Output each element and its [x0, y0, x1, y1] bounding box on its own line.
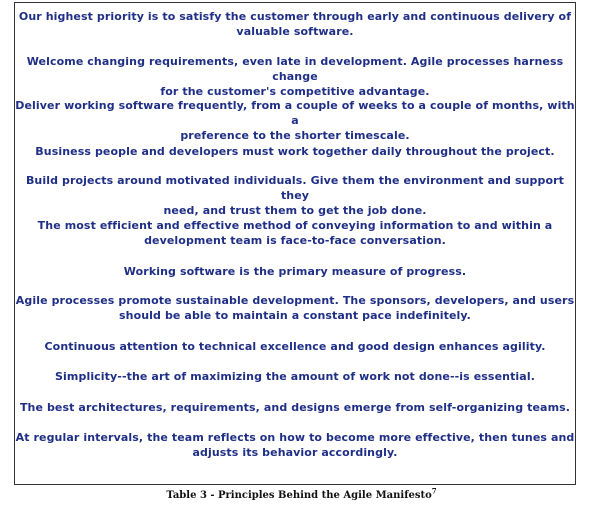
principle-4 [15, 144, 575, 159]
principle-10-line-1: Simplicity--the art of maximizing the amount of work not done--is essential. [55, 370, 535, 383]
principle-5-line-1: Build projects around motivated individuals. Give them the environment and support they [25, 174, 565, 202]
principle-8 [15, 293, 575, 323]
principle-11-line-1: The best architectures, requirements, and designs emerge from self-organizing teams. [19, 401, 571, 414]
principle-12 [15, 430, 575, 460]
principle-12-line-2: adjusts its behavior accordingly. [192, 446, 398, 459]
principle-1 [15, 9, 575, 39]
principle-1-line-2: valuable software. [236, 25, 354, 38]
principle-12-line-1: At regular intervals, the team reflects on how to become more effective, then tunes and [15, 431, 575, 444]
footnote-marker: 7 [431, 486, 437, 496]
table-caption-text: Table 3 - Principles Behind the Agile Manifesto [166, 490, 432, 501]
principle-2-line-2: for the customer's competitive advantage. [160, 85, 430, 98]
principle-6-line-1: The most efficient and effective method of conveying information to and within a [37, 219, 553, 232]
principle-8-line-1: Agile processes promote sustainable development. The sponsors, developers, and users [15, 294, 575, 307]
principle-6-line-2: development team is face-to-face conversation. [144, 234, 446, 247]
principle-9-line-1: Continuous attention to technical excellence and good design enhances agility. [44, 340, 546, 353]
principle-11 [15, 400, 575, 415]
principle-7-line-1: Working software is the primary measure of progress. [123, 265, 467, 278]
principle-5 [15, 173, 575, 218]
principles-table [14, 2, 576, 485]
principle-3-line-2: preference to the shorter timescale. [180, 129, 410, 142]
principle-9 [15, 339, 575, 354]
principle-1-line-1: Our highest priority is to satisfy the customer through early and continuous delivery of [18, 10, 572, 23]
principle-2 [15, 54, 575, 99]
principle-5-line-2: need, and trust them to get the job done. [163, 204, 427, 217]
principle-8-line-2: should be able to maintain a constant pace indefinitely. [119, 309, 471, 322]
principle-6 [15, 218, 575, 248]
principle-3 [15, 98, 575, 143]
principle-7 [15, 264, 575, 279]
principle-2-line-1: Welcome changing requirements, even late in development. Agile processes harness change [26, 55, 564, 83]
principle-10 [15, 369, 575, 384]
principle-3-line-1: Deliver working software frequently, from a couple of weeks to a couple of months, with a [15, 99, 575, 127]
table-caption [0, 486, 603, 501]
principle-4-line-1: Business people and developers must work together daily throughout the project. [35, 145, 555, 158]
